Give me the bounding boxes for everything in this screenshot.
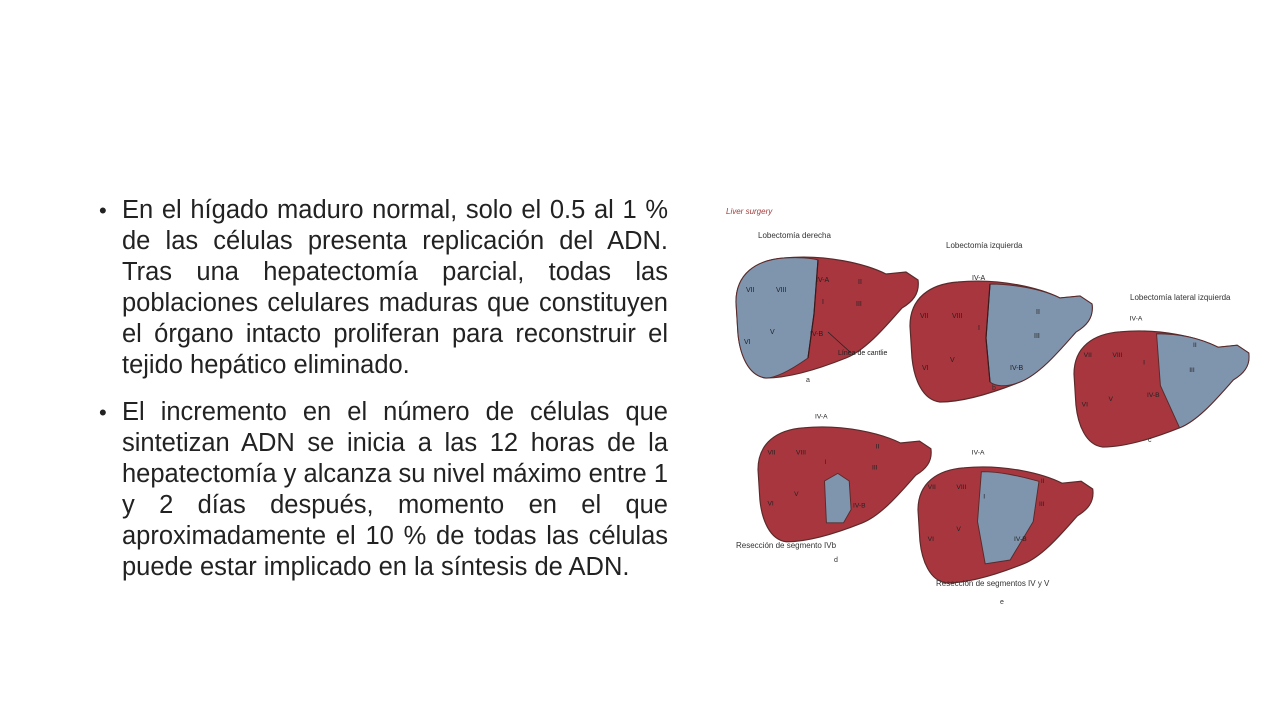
svg-text:V: V: [950, 357, 955, 364]
svg-text:V: V: [794, 491, 799, 499]
panel-a: [736, 231, 918, 384]
svg-text:I: I: [824, 458, 827, 466]
figure-header: Liver surgery: [726, 207, 773, 216]
bullet-dot: •: [99, 400, 107, 425]
svg-text:V: V: [1108, 395, 1114, 403]
panel-b: [910, 241, 1092, 402]
svg-text:I: I: [983, 493, 986, 501]
bullet-dot: •: [99, 198, 107, 223]
svg-text:II: II: [1193, 342, 1197, 350]
panel-c: [1074, 293, 1249, 447]
panel-c-title: Lobectomía lateral izquierda: [1130, 293, 1231, 302]
svg-text:III: III: [1189, 367, 1195, 375]
svg-text:II: II: [858, 279, 862, 286]
svg-text:VII: VII: [746, 287, 755, 294]
svg-text:VII: VII: [920, 313, 929, 320]
panel-d-letter: d: [834, 557, 838, 564]
svg-text:IV-A: IV-A: [816, 277, 830, 284]
svg-text:V: V: [956, 526, 961, 534]
panel-b-letter: b: [992, 385, 996, 392]
svg-text:V: V: [770, 329, 775, 336]
svg-text:I: I: [1143, 359, 1145, 367]
panel-e-letter: e: [1000, 599, 1004, 606]
bullet-text-2: El incremento en el número de células que sintetizan ADN se inicia a las 12 horas de la hepatectomía y alcanza su nivel máximo entre 1 y 2 días después, momento en el que aproximadamente el 10 % de todas las células puede estar implicado en la síntesis de ADN.: [122, 398, 668, 581]
svg-text:IV-A: IV-A: [972, 275, 986, 282]
svg-text:VI: VI: [744, 339, 751, 346]
svg-text:VII: VII: [767, 449, 776, 457]
panel-d-title: Resección de segmento IVb: [736, 541, 837, 550]
svg-text:VI: VI: [767, 500, 774, 508]
svg-text:IV-B: IV-B: [1014, 535, 1027, 543]
resected-region: [736, 258, 818, 378]
svg-text:III: III: [872, 464, 878, 472]
panel-a-annotation: Línea de cantlie: [838, 350, 888, 357]
svg-text:VII: VII: [1083, 351, 1092, 359]
svg-text:II: II: [1036, 309, 1040, 316]
panel-b-title: Lobectomía izquierda: [946, 241, 1023, 250]
panel-e: [918, 449, 1093, 606]
svg-text:VIII: VIII: [1112, 351, 1123, 359]
svg-text:III: III: [1038, 501, 1045, 509]
svg-text:II: II: [1040, 478, 1045, 486]
svg-text:VI: VI: [922, 365, 929, 372]
svg-text:I: I: [978, 325, 980, 332]
svg-text:IV-B: IV-B: [853, 502, 866, 510]
bullet-list: [96, 195, 668, 599]
panel-e-title: Resección de segmentos IV y V: [936, 579, 1050, 588]
svg-text:VI: VI: [927, 535, 934, 543]
panel-c-letter: c: [1148, 437, 1152, 444]
panel-a-letter: a: [806, 377, 810, 384]
svg-text:VIII: VIII: [956, 483, 967, 491]
svg-text:IV-A: IV-A: [1129, 315, 1143, 323]
svg-text:VIII: VIII: [796, 449, 806, 457]
bullet-text-1: En el hígado maduro normal, solo el 0.5 al 1 % de las células presenta replicación del ADN. Tras una hepatectomía parcial, todas las poblaciones celulares maduras que constituyen el órgano intacto proliferan para reconstruir el tejido hepático eliminado.: [122, 196, 668, 379]
svg-text:IV-A: IV-A: [971, 449, 985, 457]
svg-text:I: I: [822, 299, 824, 306]
panel-d: [736, 413, 931, 564]
svg-text:IV-A: IV-A: [815, 413, 828, 421]
svg-text:II: II: [875, 443, 880, 451]
svg-text:VIII: VIII: [776, 287, 787, 294]
svg-text:IV-B: IV-B: [1010, 365, 1024, 372]
svg-text:VII: VII: [927, 483, 936, 491]
bullet-item-1: [96, 195, 668, 381]
svg-text:IV-B: IV-B: [810, 331, 824, 338]
liver-surgery-diagram: [718, 196, 1258, 616]
liver-surgery-figure: [718, 196, 1258, 616]
svg-text:IV-B: IV-B: [1146, 392, 1160, 400]
svg-text:VIII: VIII: [952, 313, 963, 320]
panel-a-title: Lobectomía derecha: [758, 231, 831, 240]
bullet-item-2: [96, 397, 668, 583]
svg-text:VI: VI: [1081, 401, 1089, 409]
svg-text:III: III: [1034, 333, 1040, 340]
svg-text:III: III: [856, 301, 862, 308]
